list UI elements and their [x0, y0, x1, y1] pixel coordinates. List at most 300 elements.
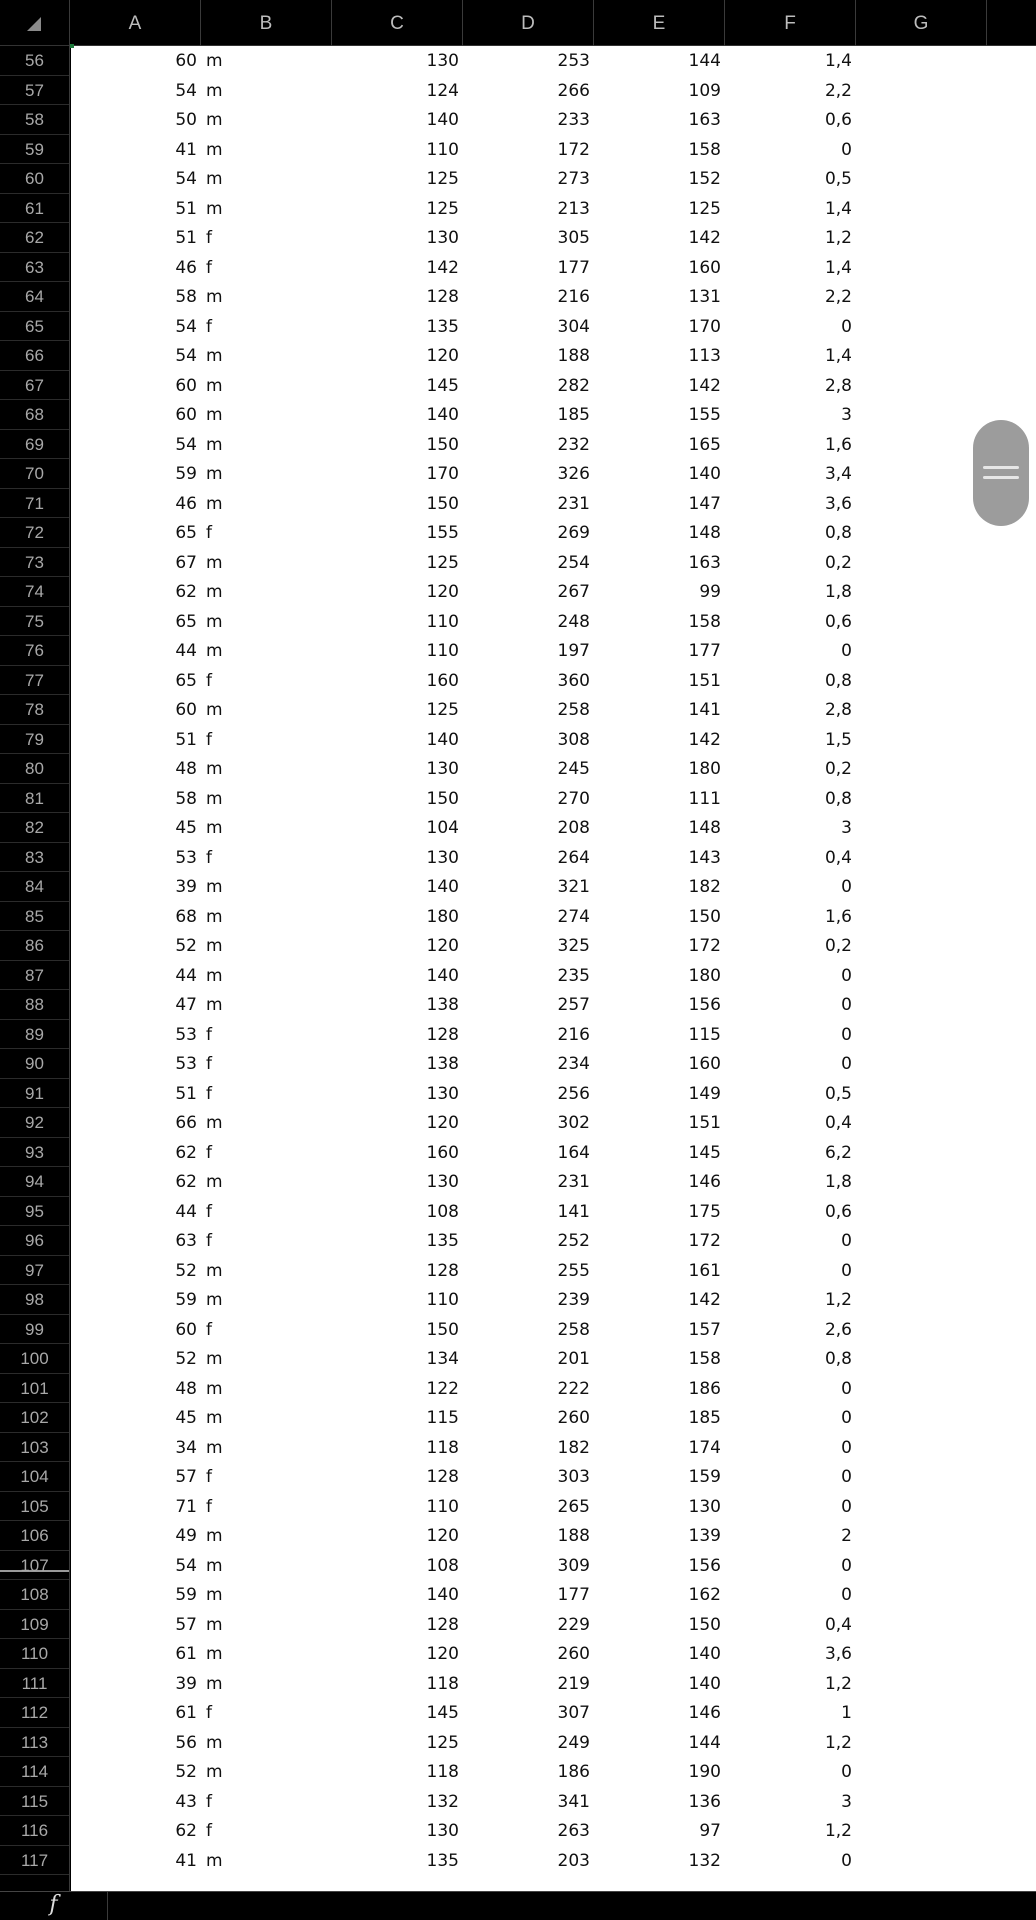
cell-f[interactable]: 0 — [841, 1260, 852, 1281]
cell-a[interactable]: 59 — [175, 1290, 197, 1310]
cell-a[interactable]: 52 — [175, 1762, 197, 1782]
cell-a[interactable]: 62 — [175, 1821, 197, 1841]
cell-c[interactable]: 135 — [426, 1231, 459, 1251]
cell-f[interactable]: 0,5 — [824, 169, 852, 189]
row-header[interactable]: 65 — [0, 312, 69, 342]
cell-a[interactable]: 51 — [175, 729, 197, 750]
cell-b[interactable]: m — [206, 287, 223, 307]
cell-e[interactable]: 170 — [688, 316, 721, 337]
cell-d[interactable]: 188 — [557, 346, 590, 366]
cell-a[interactable]: 59 — [175, 464, 197, 484]
cell-d[interactable]: 269 — [557, 523, 590, 543]
cell-c[interactable]: 125 — [426, 198, 459, 219]
cell-b[interactable]: m — [206, 1290, 223, 1310]
cell-c[interactable]: 135 — [426, 1850, 459, 1871]
cell-d[interactable]: 239 — [557, 1290, 590, 1310]
cell-a[interactable]: 62 — [175, 582, 197, 602]
cell-grid[interactable] — [71, 46, 1036, 1891]
cell-d[interactable]: 258 — [557, 700, 590, 720]
cell-b[interactable]: f — [206, 1791, 212, 1812]
cell-e[interactable]: 160 — [688, 257, 721, 278]
cell-b[interactable]: m — [206, 906, 223, 927]
cell-c[interactable]: 138 — [426, 995, 459, 1015]
cell-d[interactable]: 216 — [557, 1024, 590, 1045]
row-header[interactable]: 109 — [0, 1610, 69, 1640]
cell-f[interactable]: 0 — [841, 1850, 852, 1871]
row-header[interactable]: 90 — [0, 1049, 69, 1079]
cell-c[interactable]: 134 — [426, 1349, 459, 1369]
cell-f[interactable]: 1,6 — [824, 906, 852, 927]
cell-a[interactable]: 45 — [175, 1408, 197, 1428]
cell-a[interactable]: 60 — [175, 1319, 197, 1340]
cell-b[interactable]: m — [206, 965, 223, 986]
cell-d[interactable]: 260 — [557, 1644, 590, 1664]
cell-a[interactable]: 52 — [175, 936, 197, 956]
cell-a[interactable]: 53 — [175, 1024, 197, 1045]
cell-c[interactable]: 110 — [426, 641, 459, 661]
cell-e[interactable]: 182 — [688, 877, 721, 897]
cell-c[interactable]: 180 — [426, 906, 459, 927]
cell-e[interactable]: 125 — [688, 198, 721, 219]
row-header[interactable]: 96 — [0, 1226, 69, 1256]
scroll-handle[interactable] — [973, 420, 1029, 526]
cell-d[interactable]: 203 — [557, 1850, 590, 1871]
cell-e[interactable]: 150 — [688, 1614, 721, 1635]
cell-c[interactable]: 145 — [426, 1703, 459, 1723]
cell-b[interactable]: f — [206, 1231, 212, 1251]
cell-f[interactable]: 0,8 — [824, 670, 852, 691]
cell-d[interactable]: 186 — [557, 1762, 590, 1782]
cell-a[interactable]: 57 — [175, 1467, 197, 1487]
cell-c[interactable]: 170 — [426, 464, 459, 484]
cell-a[interactable]: 54 — [175, 169, 197, 189]
cell-d[interactable]: 260 — [557, 1408, 590, 1428]
row-header[interactable]: 113 — [0, 1728, 69, 1758]
cell-d[interactable]: 360 — [557, 670, 590, 691]
cell-a[interactable]: 59 — [175, 1585, 197, 1605]
cell-b[interactable]: m — [206, 1732, 223, 1753]
cell-e[interactable]: 172 — [688, 936, 721, 956]
row-header[interactable]: 60 — [0, 164, 69, 194]
cell-b[interactable]: f — [206, 670, 212, 691]
cell-b[interactable]: m — [206, 1585, 223, 1605]
cell-d[interactable]: 321 — [557, 877, 590, 897]
cell-d[interactable]: 182 — [557, 1437, 590, 1458]
cell-b[interactable]: m — [206, 1378, 223, 1399]
cell-e[interactable]: 111 — [688, 788, 721, 809]
cell-e[interactable]: 142 — [688, 375, 721, 396]
cell-b[interactable]: m — [206, 995, 223, 1015]
cell-c[interactable]: 128 — [426, 1260, 459, 1281]
cell-f[interactable]: 6,2 — [824, 1142, 852, 1163]
row-header[interactable]: 86 — [0, 931, 69, 961]
cell-a[interactable]: 39 — [175, 1673, 197, 1694]
cell-e[interactable]: 155 — [688, 405, 721, 425]
cell-c[interactable]: 128 — [426, 287, 459, 307]
cell-b[interactable]: m — [206, 1850, 223, 1871]
cell-c[interactable]: 130 — [426, 1172, 459, 1192]
cell-d[interactable]: 305 — [557, 228, 590, 248]
row-header[interactable]: 59 — [0, 135, 69, 165]
cell-f[interactable]: 0 — [841, 139, 852, 160]
cell-f[interactable]: 2,8 — [824, 375, 852, 396]
cell-f[interactable]: 0 — [841, 641, 852, 661]
cell-b[interactable]: m — [206, 1408, 223, 1428]
row-header[interactable]: 99 — [0, 1315, 69, 1345]
cell-d[interactable]: 172 — [557, 139, 590, 160]
cell-e[interactable]: 152 — [688, 169, 721, 189]
cell-e[interactable]: 142 — [688, 729, 721, 750]
cell-e[interactable]: 175 — [688, 1201, 721, 1222]
cell-b[interactable]: m — [206, 139, 223, 160]
cell-f[interactable]: 3 — [841, 1791, 852, 1812]
cell-f[interactable]: 1,4 — [824, 198, 852, 219]
cell-f[interactable]: 3,6 — [824, 1644, 852, 1664]
cell-c[interactable]: 108 — [426, 1201, 459, 1222]
row-header[interactable]: 68 — [0, 400, 69, 430]
cell-e[interactable]: 131 — [688, 287, 721, 307]
column-header-g[interactable]: G — [856, 0, 987, 46]
cell-d[interactable]: 257 — [557, 995, 590, 1015]
cell-e[interactable]: 142 — [688, 1290, 721, 1310]
cell-e[interactable]: 186 — [688, 1378, 721, 1399]
cell-b[interactable]: f — [206, 228, 212, 248]
cell-c[interactable]: 150 — [426, 493, 459, 514]
cell-d[interactable]: 231 — [557, 493, 590, 514]
cell-a[interactable]: 68 — [175, 906, 197, 927]
cell-b[interactable]: m — [206, 788, 223, 809]
cell-e[interactable]: 172 — [688, 1231, 721, 1251]
cell-f[interactable]: 1,6 — [824, 434, 852, 455]
row-header[interactable]: 61 — [0, 194, 69, 224]
cell-a[interactable]: 49 — [175, 1526, 197, 1546]
row-header[interactable]: 102 — [0, 1403, 69, 1433]
row-header[interactable]: 105 — [0, 1492, 69, 1522]
row-header[interactable]: 56 — [0, 46, 69, 76]
cell-d[interactable]: 233 — [557, 110, 590, 130]
cell-b[interactable]: f — [206, 316, 212, 337]
cell-f[interactable]: 0,4 — [824, 1113, 852, 1133]
column-header-next[interactable] — [987, 0, 1036, 46]
cell-f[interactable]: 0 — [841, 1467, 852, 1487]
cell-d[interactable]: 201 — [557, 1349, 590, 1369]
column-header-d[interactable]: D — [463, 0, 594, 46]
cell-f[interactable]: 2,2 — [824, 80, 852, 101]
row-header[interactable]: 57 — [0, 76, 69, 106]
row-header[interactable]: 81 — [0, 784, 69, 814]
row-header[interactable]: 93 — [0, 1138, 69, 1168]
cell-d[interactable]: 164 — [557, 1142, 590, 1163]
cell-e[interactable]: 142 — [688, 228, 721, 248]
cell-b[interactable]: m — [206, 346, 223, 366]
cell-a[interactable]: 66 — [175, 1113, 197, 1133]
cell-b[interactable]: m — [206, 582, 223, 602]
cell-f[interactable]: 1,2 — [824, 1290, 852, 1310]
cell-a[interactable]: 44 — [175, 1201, 197, 1222]
cell-b[interactable]: m — [206, 110, 223, 130]
cell-c[interactable]: 128 — [426, 1024, 459, 1045]
cell-c[interactable]: 145 — [426, 375, 459, 396]
cell-b[interactable]: f — [206, 523, 212, 543]
cell-f[interactable]: 3,6 — [824, 493, 852, 514]
cell-c[interactable]: 120 — [426, 1526, 459, 1546]
cell-a[interactable]: 44 — [175, 641, 197, 661]
cell-a[interactable]: 52 — [175, 1349, 197, 1369]
cell-f[interactable]: 0 — [841, 1762, 852, 1782]
cell-f[interactable]: 0,5 — [824, 1083, 852, 1104]
row-header[interactable]: 78 — [0, 695, 69, 725]
cell-f[interactable]: 0 — [841, 1496, 852, 1517]
cell-d[interactable]: 141 — [557, 1201, 590, 1222]
row-header[interactable]: 76 — [0, 636, 69, 666]
cell-d[interactable]: 185 — [557, 405, 590, 425]
cell-e[interactable]: 151 — [688, 670, 721, 691]
cell-f[interactable]: 2 — [841, 1526, 852, 1546]
cell-f[interactable]: 1,8 — [824, 1172, 852, 1192]
row-header[interactable]: 66 — [0, 341, 69, 371]
cell-f[interactable]: 0,8 — [824, 788, 852, 809]
cell-a[interactable]: 41 — [175, 1850, 197, 1871]
cell-e[interactable]: 185 — [688, 1408, 721, 1428]
cell-b[interactable]: m — [206, 611, 223, 632]
cell-c[interactable]: 115 — [426, 1408, 459, 1428]
cell-f[interactable]: 0 — [841, 995, 852, 1015]
cell-e[interactable]: 109 — [688, 80, 721, 101]
cell-f[interactable]: 3 — [841, 405, 852, 425]
cell-a[interactable]: 50 — [175, 110, 197, 130]
cell-a[interactable]: 51 — [175, 198, 197, 219]
cell-d[interactable]: 274 — [557, 906, 590, 927]
cell-c[interactable]: 150 — [426, 1319, 459, 1340]
cell-d[interactable]: 222 — [557, 1378, 590, 1399]
cell-f[interactable]: 2,8 — [824, 700, 852, 720]
cell-b[interactable]: m — [206, 375, 223, 396]
cell-a[interactable]: 54 — [175, 316, 197, 337]
row-header[interactable]: 92 — [0, 1108, 69, 1138]
cell-e[interactable]: 190 — [688, 1762, 721, 1782]
cell-a[interactable]: 71 — [175, 1496, 197, 1517]
cell-d[interactable]: 254 — [557, 552, 590, 573]
cell-e[interactable]: 158 — [688, 611, 721, 632]
cell-f[interactable]: 0,8 — [824, 1349, 852, 1369]
cell-a[interactable]: 65 — [175, 670, 197, 691]
row-header[interactable]: 88 — [0, 990, 69, 1020]
cell-d[interactable]: 341 — [557, 1791, 590, 1812]
cell-a[interactable]: 48 — [175, 1378, 197, 1399]
cell-c[interactable]: 120 — [426, 582, 459, 602]
cell-a[interactable]: 52 — [175, 1260, 197, 1281]
cell-a[interactable]: 61 — [175, 1703, 197, 1723]
cell-e[interactable]: 130 — [688, 1496, 721, 1517]
cell-c[interactable]: 138 — [426, 1054, 459, 1074]
cell-e[interactable]: 156 — [688, 995, 721, 1015]
column-header-c[interactable]: C — [332, 0, 463, 46]
cell-d[interactable]: 266 — [557, 80, 590, 101]
row-header[interactable]: 83 — [0, 843, 69, 873]
cell-f[interactable]: 1,2 — [824, 1673, 852, 1694]
cell-d[interactable]: 177 — [557, 257, 590, 278]
cell-d[interactable]: 234 — [557, 1054, 590, 1074]
cell-d[interactable]: 177 — [557, 1585, 590, 1605]
cell-e[interactable]: 139 — [688, 1526, 721, 1546]
cell-f[interactable]: 0,8 — [824, 523, 852, 543]
cell-b[interactable]: m — [206, 405, 223, 425]
cell-f[interactable]: 0,2 — [824, 759, 852, 779]
cell-c[interactable]: 110 — [426, 611, 459, 632]
cell-d[interactable]: 265 — [557, 1496, 590, 1517]
cell-c[interactable]: 140 — [426, 405, 459, 425]
cell-b[interactable]: f — [206, 1467, 212, 1487]
cell-b[interactable]: f — [206, 1496, 212, 1517]
cell-e[interactable]: 144 — [688, 51, 721, 71]
cell-f[interactable]: 1 — [841, 1703, 852, 1723]
cell-d[interactable]: 216 — [557, 287, 590, 307]
row-header[interactable]: 79 — [0, 725, 69, 755]
cell-c[interactable]: 130 — [426, 228, 459, 248]
cell-f[interactable]: 1,2 — [824, 228, 852, 248]
cell-f[interactable]: 0 — [841, 1408, 852, 1428]
cell-b[interactable]: m — [206, 1644, 223, 1664]
cell-b[interactable]: f — [206, 1142, 212, 1163]
cell-d[interactable]: 308 — [557, 729, 590, 750]
row-header[interactable]: 100 — [0, 1344, 69, 1374]
cell-c[interactable]: 125 — [426, 169, 459, 189]
cell-d[interactable]: 232 — [557, 434, 590, 455]
cell-f[interactable]: 0,6 — [824, 611, 852, 632]
row-header[interactable]: 87 — [0, 961, 69, 991]
column-header-f[interactable]: F — [725, 0, 856, 46]
cell-b[interactable]: m — [206, 1673, 223, 1694]
cell-d[interactable]: 188 — [557, 1526, 590, 1546]
cell-a[interactable]: 60 — [175, 51, 197, 71]
cell-b[interactable]: m — [206, 169, 223, 189]
cell-a[interactable]: 65 — [175, 523, 197, 543]
cell-a[interactable]: 60 — [175, 405, 197, 425]
cell-f[interactable]: 1,2 — [824, 1732, 852, 1753]
cell-a[interactable]: 51 — [175, 1083, 197, 1104]
cell-f[interactable]: 0 — [841, 1054, 852, 1074]
cell-e[interactable]: 140 — [688, 1673, 721, 1694]
cell-e[interactable]: 148 — [688, 818, 721, 838]
cell-b[interactable]: m — [206, 1113, 223, 1133]
cell-b[interactable]: m — [206, 641, 223, 661]
cell-c[interactable]: 160 — [426, 1142, 459, 1163]
cell-e[interactable]: 99 — [699, 582, 721, 602]
row-header[interactable]: 77 — [0, 666, 69, 696]
cell-f[interactable]: 1,5 — [824, 729, 852, 750]
cell-e[interactable]: 158 — [688, 1349, 721, 1369]
cell-a[interactable]: 45 — [175, 818, 197, 838]
cell-e[interactable]: 180 — [688, 965, 721, 986]
cell-c[interactable]: 124 — [426, 80, 459, 101]
cell-d[interactable]: 197 — [557, 641, 590, 661]
cell-b[interactable]: m — [206, 552, 223, 573]
cell-f[interactable]: 0,4 — [824, 1614, 852, 1635]
cell-a[interactable]: 39 — [175, 877, 197, 897]
row-header[interactable]: 98 — [0, 1285, 69, 1315]
row-header[interactable]: 89 — [0, 1020, 69, 1050]
cell-b[interactable]: m — [206, 1349, 223, 1369]
cell-b[interactable]: m — [206, 818, 223, 838]
row-header[interactable]: 116 — [0, 1816, 69, 1846]
row-header[interactable]: 117 — [0, 1846, 69, 1876]
row-header[interactable]: 97 — [0, 1256, 69, 1286]
cell-e[interactable]: 163 — [688, 552, 721, 573]
row-header[interactable]: 103 — [0, 1433, 69, 1463]
cell-e[interactable]: 159 — [688, 1467, 721, 1487]
cell-c[interactable]: 150 — [426, 434, 459, 455]
column-header-b[interactable]: B — [201, 0, 332, 46]
cell-f[interactable]: 2,2 — [824, 287, 852, 307]
cell-b[interactable]: m — [206, 434, 223, 455]
cell-d[interactable]: 307 — [557, 1703, 590, 1723]
row-header[interactable]: 85 — [0, 902, 69, 932]
cell-c[interactable]: 130 — [426, 51, 459, 71]
cell-d[interactable]: 253 — [557, 51, 590, 71]
cell-f[interactable]: 0,2 — [824, 936, 852, 956]
cell-a[interactable]: 62 — [175, 1142, 197, 1163]
cell-a[interactable]: 54 — [175, 346, 197, 366]
cell-c[interactable]: 110 — [426, 139, 459, 160]
cell-d[interactable]: 235 — [557, 965, 590, 986]
cell-c[interactable]: 130 — [426, 1083, 459, 1104]
cell-e[interactable]: 156 — [688, 1555, 721, 1576]
cell-c[interactable]: 110 — [426, 1290, 459, 1310]
cell-e[interactable]: 174 — [688, 1437, 721, 1458]
cell-e[interactable]: 97 — [699, 1821, 721, 1841]
cell-c[interactable]: 110 — [426, 1496, 459, 1517]
cell-e[interactable]: 143 — [688, 847, 721, 868]
cell-f[interactable]: 3,4 — [824, 464, 852, 484]
cell-e[interactable]: 146 — [688, 1703, 721, 1723]
cell-e[interactable]: 141 — [688, 700, 721, 720]
cell-d[interactable]: 208 — [557, 818, 590, 838]
cell-b[interactable]: f — [206, 1201, 212, 1222]
cell-b[interactable]: m — [206, 1437, 223, 1458]
cell-e[interactable]: 160 — [688, 1054, 721, 1074]
cell-b[interactable]: m — [206, 936, 223, 956]
cell-b[interactable]: f — [206, 847, 212, 868]
cell-d[interactable]: 249 — [557, 1732, 590, 1753]
row-header[interactable]: 62 — [0, 223, 69, 253]
cell-c[interactable]: 132 — [426, 1791, 459, 1812]
cell-b[interactable]: m — [206, 1555, 223, 1576]
row-header[interactable]: 114 — [0, 1757, 69, 1787]
cell-d[interactable]: 255 — [557, 1260, 590, 1281]
cell-c[interactable]: 130 — [426, 847, 459, 868]
row-header[interactable]: 91 — [0, 1079, 69, 1109]
cell-b[interactable]: m — [206, 700, 223, 720]
row-header[interactable]: 75 — [0, 607, 69, 637]
cell-d[interactable]: 326 — [557, 464, 590, 484]
cell-b[interactable]: f — [206, 257, 212, 278]
cell-c[interactable]: 120 — [426, 1113, 459, 1133]
row-header[interactable]: 70 — [0, 459, 69, 489]
cell-e[interactable]: 165 — [688, 434, 721, 455]
cell-c[interactable]: 150 — [426, 788, 459, 809]
cell-c[interactable]: 140 — [426, 729, 459, 750]
cell-a[interactable]: 41 — [175, 139, 197, 160]
cell-e[interactable]: 163 — [688, 110, 721, 130]
cell-c[interactable]: 118 — [426, 1437, 459, 1458]
cell-d[interactable]: 252 — [557, 1231, 590, 1251]
cell-b[interactable]: m — [206, 1260, 223, 1281]
cell-d[interactable]: 229 — [557, 1614, 590, 1635]
cell-f[interactable]: 0 — [841, 877, 852, 897]
row-header[interactable]: 84 — [0, 872, 69, 902]
cell-b[interactable]: m — [206, 464, 223, 484]
cell-a[interactable]: 54 — [175, 1555, 197, 1576]
